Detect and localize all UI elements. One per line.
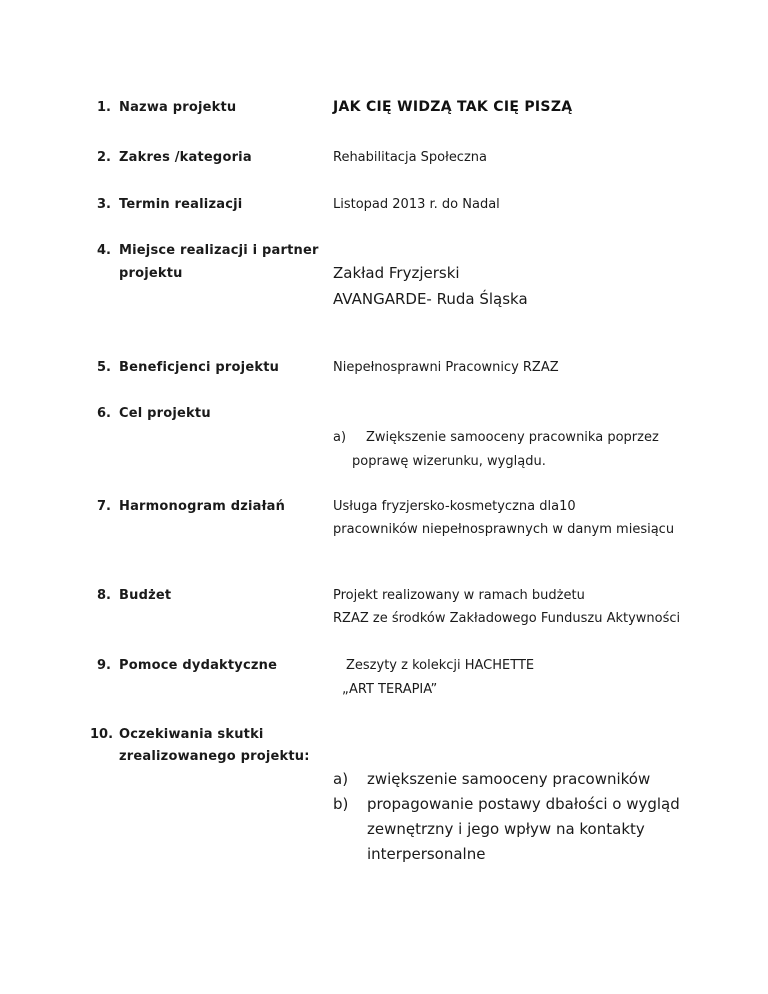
item-10-label-line-1: Oczekiwania skutki xyxy=(119,727,264,742)
item-1-number: 1. xyxy=(97,100,111,115)
item-9-label: Pomoce dydaktyczne xyxy=(119,658,278,673)
expectation-a-line-1: zwiększenie samooceny pracowników xyxy=(367,770,651,788)
schedule-line-2: pracowników niepełnosprawnych w danym miesiącu xyxy=(333,522,675,537)
expectation-b-line-3: interpersonalne xyxy=(367,845,486,863)
teaching-aids-line-1: Zeszyty z kolekcji HACHETTE xyxy=(346,658,535,673)
item-4-label-line-2: projektu xyxy=(119,266,183,281)
item-6-label: Cel projektu xyxy=(119,406,211,421)
item-4-label-line-1: Miejsce realizacji i partner xyxy=(119,243,319,258)
item-6-number: 6. xyxy=(97,406,111,421)
budget-line-2: RZAZ ze środków Zakładowego Funduszu Aktywności xyxy=(333,611,681,626)
item-8-label: Budżet xyxy=(119,588,172,603)
place-value-line-2: AVANGARDE- Ruda Śląska xyxy=(333,290,528,308)
teaching-aids-line-2: „ART TERAPIA” xyxy=(342,682,438,697)
budget-line-1: Projekt realizowany w ramach budżetu xyxy=(333,588,585,603)
expectation-b-line-2: zewnętrzny i jego wpływ na kontakty xyxy=(367,820,645,838)
project-name-value: JAK CIĘ WIDZĄ TAK CIĘ PISZĄ xyxy=(333,99,573,115)
item-3-number: 3. xyxy=(97,197,111,212)
expectations-marker-b: b) xyxy=(333,795,349,813)
item-10-number: 10. xyxy=(90,727,114,742)
schedule-line-1: Usługa fryzjersko-kosmetyczna dla10 xyxy=(333,499,576,514)
item-4-number: 4. xyxy=(97,243,111,258)
item-1-label: Nazwa projektu xyxy=(119,100,237,115)
item-10-label-line-2: zrealizowanego projektu: xyxy=(119,749,310,764)
place-value-line-1: Zakład Fryzjerski xyxy=(333,264,460,282)
goal-list-marker-a: a) xyxy=(333,430,347,445)
item-3-label: Termin realizacji xyxy=(119,197,243,212)
item-7-number: 7. xyxy=(97,499,111,514)
beneficiaries-value: Niepełnosprawni Pracownicy RZAZ xyxy=(333,360,559,375)
item-5-number: 5. xyxy=(97,360,111,375)
category-value: Rehabilitacja Społeczna xyxy=(333,150,487,165)
goal-line-1: Zwiększenie samooceny pracownika poprzez xyxy=(366,430,659,445)
expectations-marker-a: a) xyxy=(333,770,349,788)
item-5-label: Beneficjenci projektu xyxy=(119,360,280,375)
term-value: Listopad 2013 r. do Nadal xyxy=(333,197,500,212)
goal-line-2: poprawę wizerunku, wyglądu. xyxy=(352,454,546,469)
item-2-number: 2. xyxy=(97,150,111,165)
expectation-b-line-1: propagowanie postawy dbałości o wygląd xyxy=(367,795,680,813)
item-9-number: 9. xyxy=(97,658,111,673)
item-2-label: Zakres /kategoria xyxy=(119,150,252,165)
item-8-number: 8. xyxy=(97,588,111,603)
item-7-label: Harmonogram działań xyxy=(119,499,286,514)
